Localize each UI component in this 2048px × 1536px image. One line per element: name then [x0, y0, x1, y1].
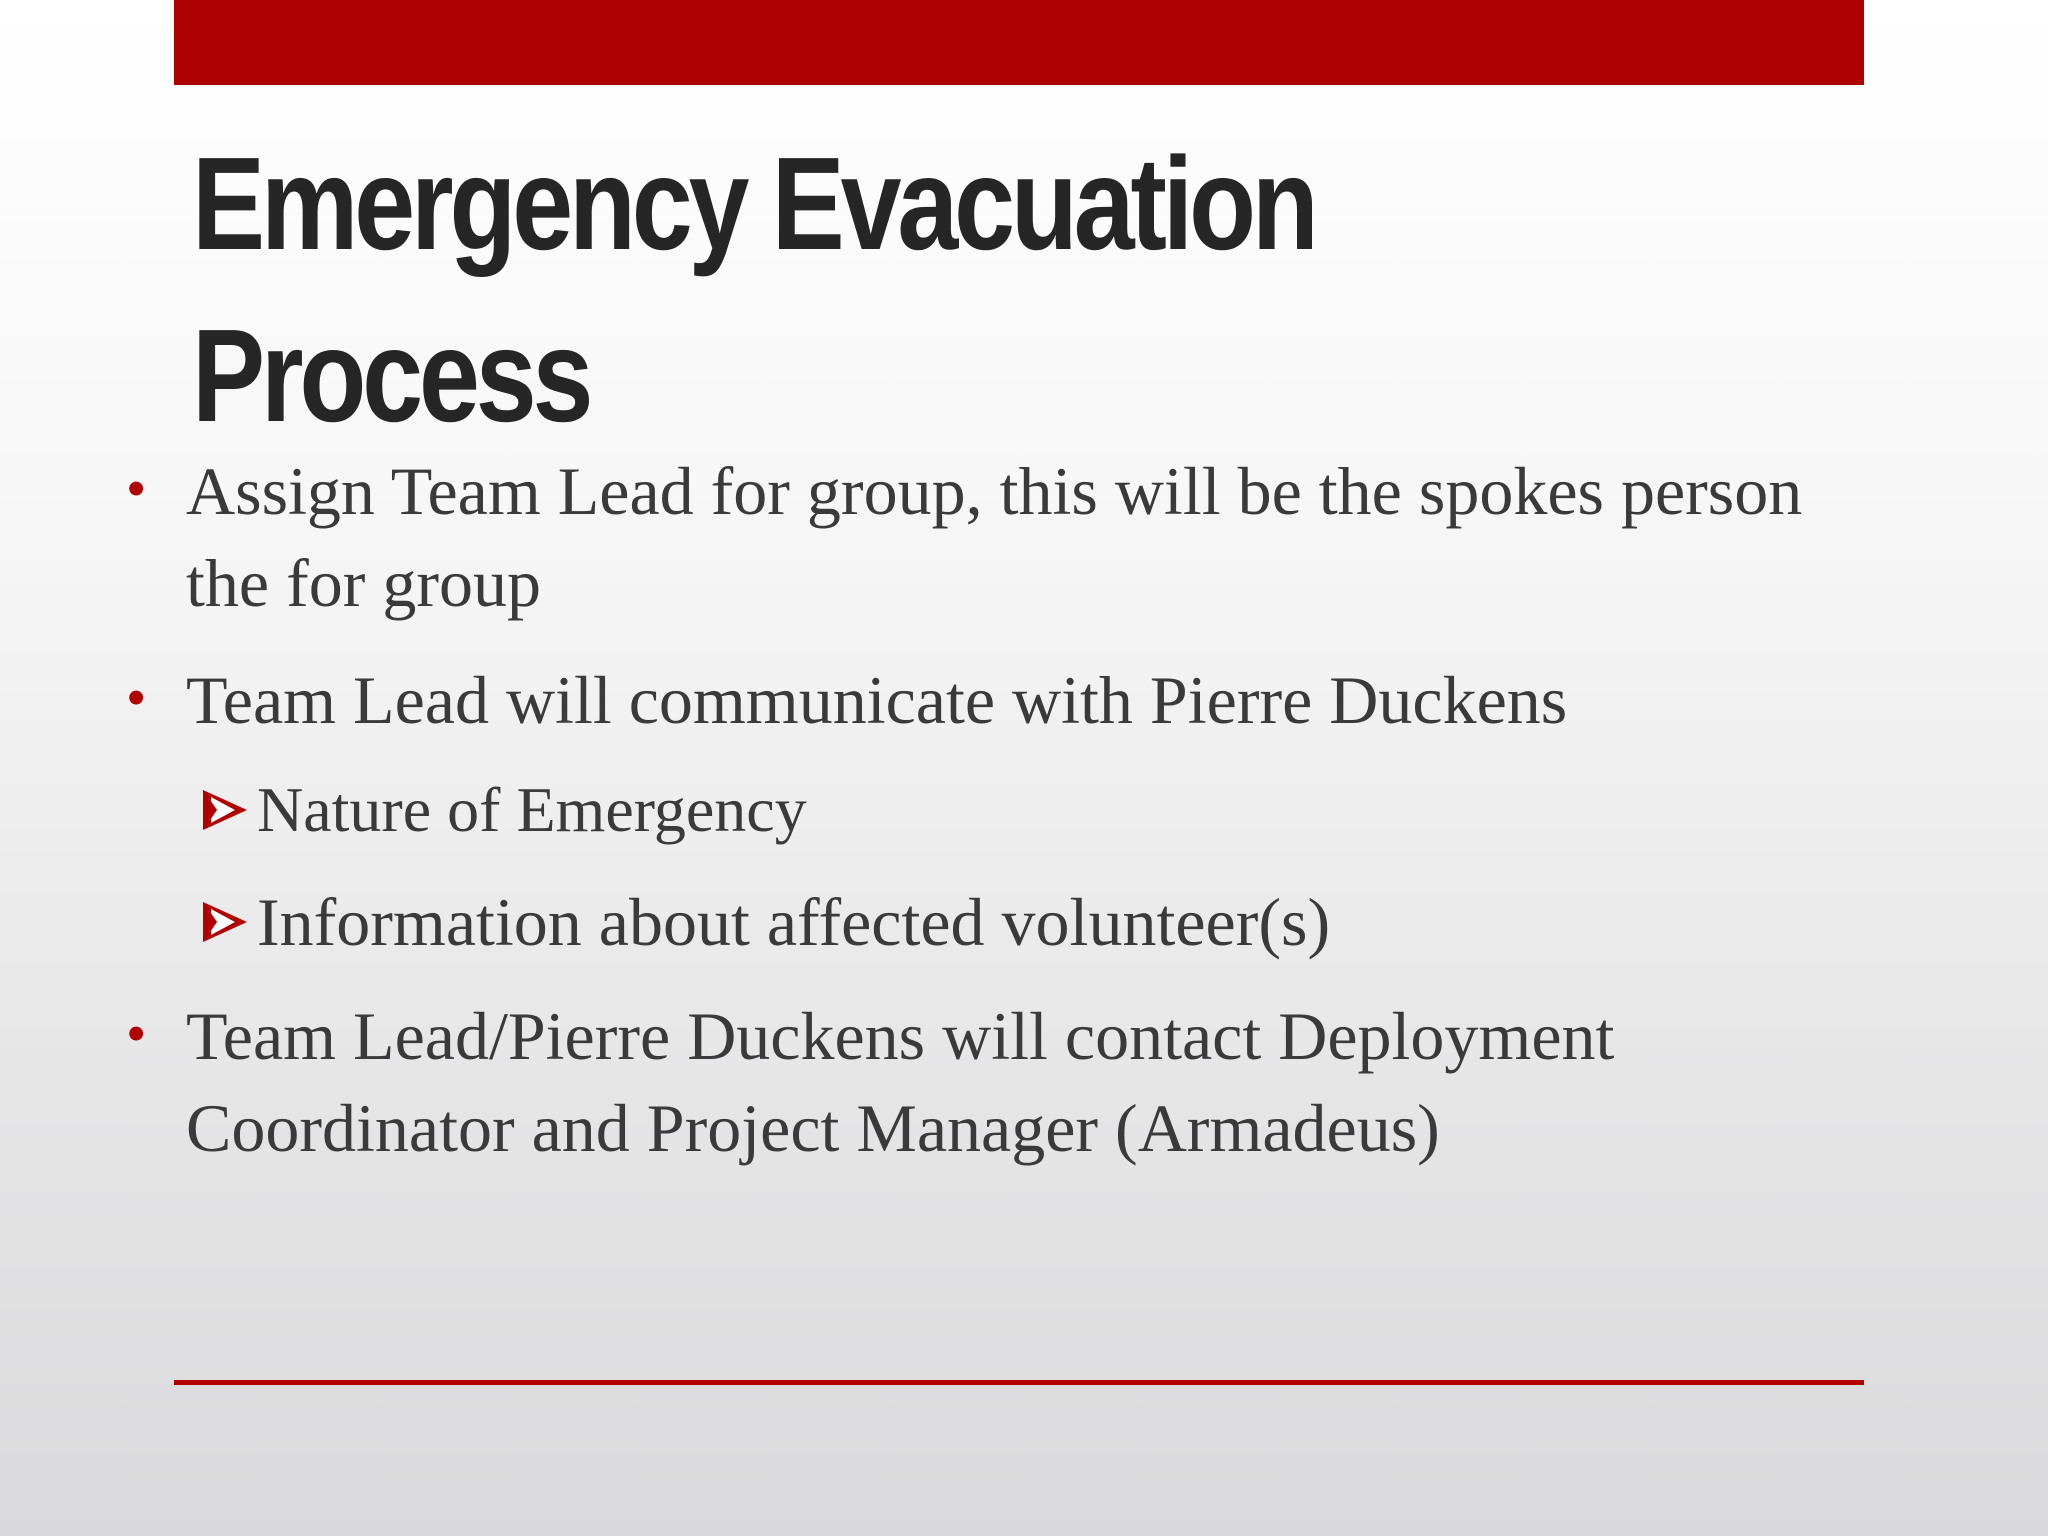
bullet-dot-icon: • — [126, 456, 147, 521]
sub-bullet-item — [257, 876, 1857, 968]
arrowhead-icon — [199, 764, 255, 856]
bullet-text: Team Lead will communicate with Pierre Duckens — [186, 662, 1568, 738]
bullet-text: Team Lead/Pierre Duckens will contact Deployment Coordinator and Project Manager (Armadeus) — [186, 998, 1615, 1166]
bullet-item — [126, 990, 1886, 1174]
arrowhead-icon — [199, 876, 255, 968]
bullet-dot-icon: • — [126, 1001, 147, 1066]
bullet-text: Assign Team Lead for group, this will be the spokes person the for group — [186, 453, 1803, 621]
sub-bullet-text: Nature of Emergency — [257, 774, 807, 845]
bottom-accent-rule — [174, 1380, 1864, 1385]
bullet-item — [126, 654, 1886, 746]
slide-title: Emergency Evacuation Process — [192, 130, 1315, 449]
bullet-item — [126, 445, 1886, 629]
sub-bullet-item — [257, 764, 1857, 856]
sub-bullet-text: Information about affected volunteer(s) — [257, 884, 1331, 960]
bullet-dot-icon: • — [126, 665, 147, 730]
